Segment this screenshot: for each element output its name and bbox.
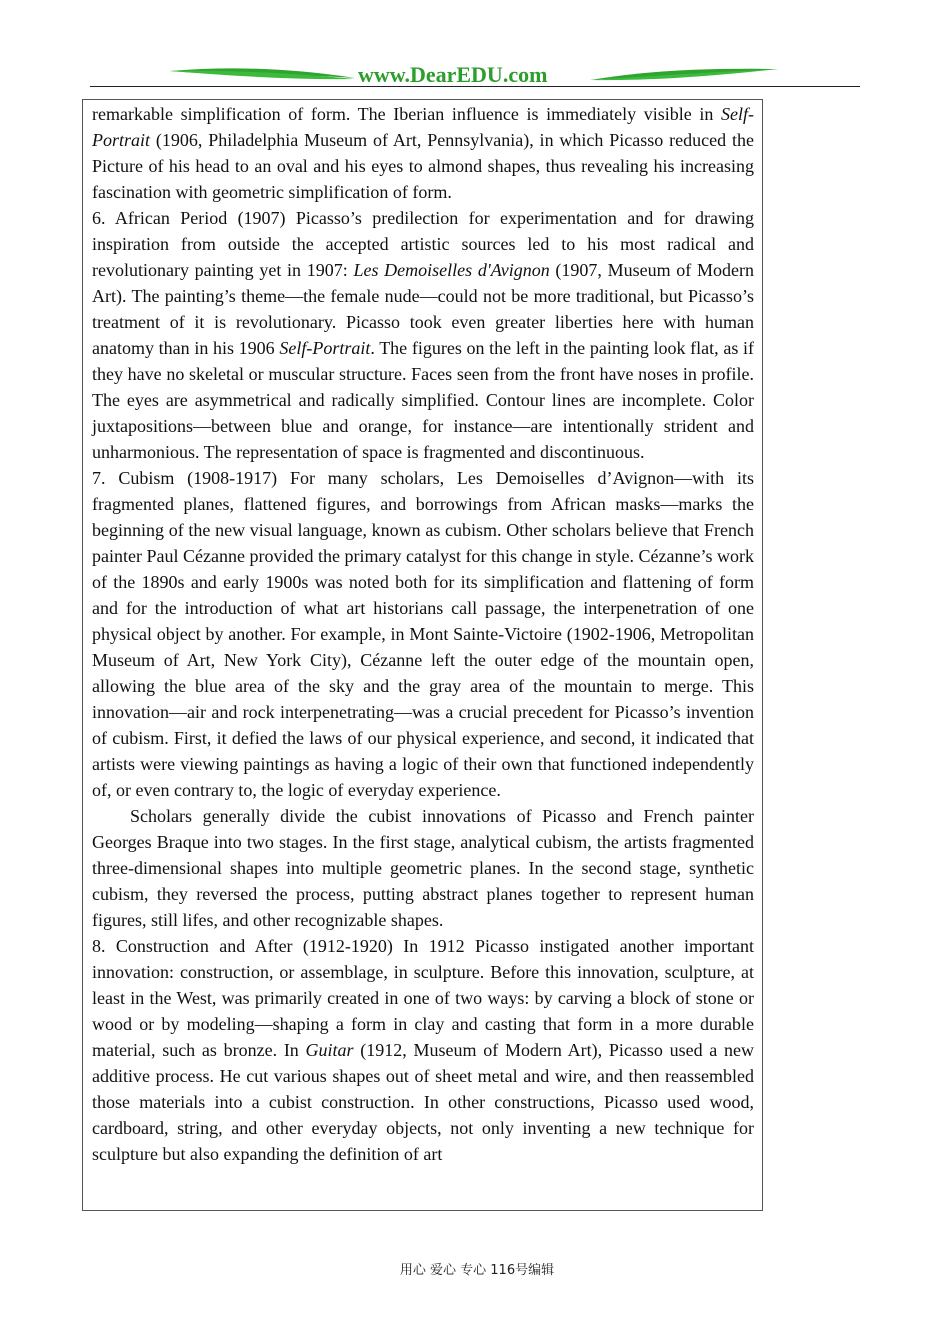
italic-title: Self-Portrait <box>92 104 754 150</box>
text-run: 6. African Period (1907) Picasso’s predilection for experimentation and for drawing inspiration from outside the accepted artistic sources led to his most radical and revolutionary painting yet in 1907: <box>92 208 754 280</box>
paragraph <box>92 205 754 465</box>
site-logo-text: www.DearEDU.com <box>358 62 548 87</box>
text-run: 7. Cubism (1908-1917) For many scholars, Les Demoiselles d’Avignon—with its fragmented planes, flattened figures, and borrowings from African masks—marks the beginning of the new visual language, known as cubism. Other scholars believe that French painter Paul Cézanne provided the primary catalyst for this change in style. Cézanne’s work of the 1890s and early 1900s was noted both for its simplification and flattening of form and for the introduction of what art historians call passage, the interpenetration of one physical object by another. For example, in Mont Sainte-Victoire (1902-1906, Metropolitan Museum of Art, New York City), Cézanne left the outer edge of the mountain open, allowing the blue area of the sky and the gray area of the mountain to merge. This innovation—air and rock interpenetrating—was a crucial precedent for Picasso’s invention of cubism. First, it defied the laws of our physical experience, and second, it indicated that artists were viewing paintings as having a logic of their own that functioned independently of, or even contrary to, the logic of everyday experience. <box>92 468 754 800</box>
italic-title: Guitar <box>305 1040 354 1060</box>
text-run: (1907, Museum of Modern Art). The painting’s theme—the female nude—could not be more traditional, but Picasso’s treatment of it is revolutionary. Picasso took even greater liberties here with human anatomy than in his 1906 <box>92 260 754 358</box>
paragraph <box>92 465 754 803</box>
paragraph <box>92 933 754 1167</box>
paragraph <box>92 101 754 205</box>
page-footer <box>0 1259 950 1278</box>
italic-title: Les Demoiselles d'Avignon <box>353 260 550 280</box>
text-run: (1906, Philadelphia Museum of Art, Pennsylvania), in which Picasso reduced the Picture of his head to an oval and his eyes to almond shapes, thus revealing his increasing fascination with geometric simplification of form. <box>92 130 754 202</box>
text-run: Scholars generally divide the cubist innovations of Picasso and French painter Georges Braque into two stages. In the first stage, analytical cubism, the artists fragmented three-dimensional shapes into multiple geometric planes. In the second stage, synthetic cubism, they reversed the process, putting abstract planes together to represent human figures, still lifes, and other recognizable shapes. <box>92 806 754 930</box>
italic-title: Self-Portrait <box>279 338 371 358</box>
text-frame <box>82 99 763 1211</box>
footer-text: 用心 爱心 专心 116号编辑 <box>399 1263 555 1278</box>
text-run: remarkable simplification of form. The Iberian influence is immediately visible in <box>92 104 721 124</box>
header-divider <box>90 86 860 87</box>
text-run: (1912, Museum of Modern Art), Picasso used a new additive process. He cut various shapes out of sheet metal and wire, and then reassembled those materials into a cubist construction. In other constructions, Picasso used wood, cardboard, string, and other everyday objects, not only inventing a new technique for sculpture but also expanding the definition of art <box>92 1040 755 1164</box>
text-run: . The figures on the left in the painting look flat, as if they have no skeletal or muscular structure. Faces seen from the front have noses in profile. The eyes are asymmetrical and radically simplified. Contour lines are incomplete. Color juxtapositions—between blue and orange, for instance—are intentionally strident and unharmonious. The representation of space is fragmented and discontinuous. <box>92 338 754 462</box>
paragraph <box>92 803 754 933</box>
document-body <box>92 101 754 1167</box>
text-run: 8. Construction and After (1912-1920) In 1912 Picasso instigated another important innovation: construction, or assemblage, in sculpture. Before this innovation, sculpture, at least in the West, was primarily created in one of two ways: by carving a block of stone or wood or by modeling—shaping a form in clay and casting that form in a more durable material, such as bronze. In <box>92 936 754 1060</box>
